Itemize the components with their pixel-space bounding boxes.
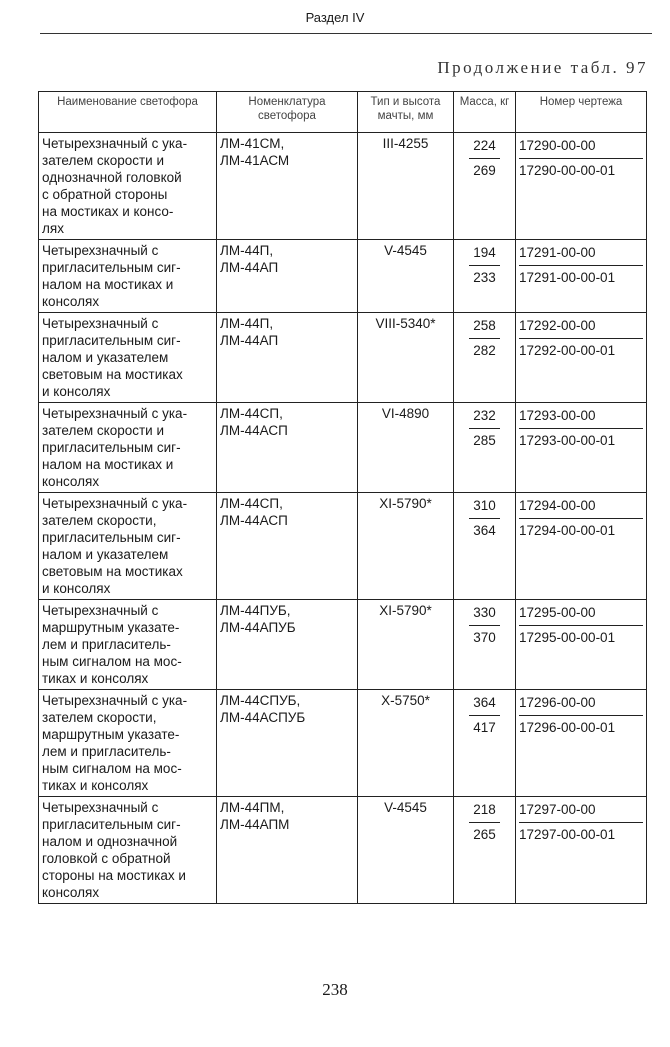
nomenclature-cell: ЛМ-44ПМ, ЛМ-44АПМ [217,797,358,904]
mast-type-cell: V-4545 [358,797,454,904]
mass-value-top: 194 [473,245,496,260]
drawing-number-top: 17296-00-00 [519,695,596,710]
signal-name-cell: Четырехзначный с ука- зателем скорости, маршрутным указате- лем и пригласитель- ным сигналом на мос- тиках и консолях [39,690,217,797]
mass-value-top: 218 [473,802,496,817]
drawing-number-top: 17292-00-00 [519,318,596,333]
mass-value-top: 310 [473,498,496,513]
column-header-mast: Тип и высота мачты, мм [358,92,454,133]
table-body [39,133,647,904]
section-header: Раздел IV [305,10,365,25]
drawing-number-top: 17294-00-00 [519,498,596,513]
table-row [39,403,647,493]
signal-name-cell: Четырехзначный с ука- зателем скорости и пригласительным сиг- налом на мостиках и консолях [39,403,217,493]
drawing-number-cell [516,797,647,904]
table-row [39,133,647,240]
table-row [39,240,647,313]
mass-value-bottom: 364 [469,518,500,539]
drawing-number-cell [516,240,647,313]
drawing-number-top: 17295-00-00 [519,605,596,620]
nomenclature-cell: ЛМ-44СП, ЛМ-44АСП [217,493,358,600]
mass-cell [454,493,516,600]
column-header-name: Наименование светофора [39,92,217,133]
nomenclature-cell: ЛМ-44П, ЛМ-44АП [217,313,358,403]
nomenclature-cell: ЛМ-41СМ, ЛМ-41АСМ [217,133,358,240]
signal-name-cell: Четырехзначный с ука- зателем скорости, пригласительным сиг- налом и указателем световым на мостиках и консолях [39,493,217,600]
mass-cell [454,600,516,690]
drawing-number-bottom: 17296-00-00-01 [519,715,643,736]
table-continuation-caption: Продолжение табл. 97 [437,58,648,77]
mass-cell [454,797,516,904]
drawing-number-cell [516,690,647,797]
signal-name-cell: Четырехзначный с маршрутным указате- лем и пригласитель- ным сигналом на мос- тиках и консолях [39,600,217,690]
mass-cell [454,133,516,240]
drawing-number-bottom: 17295-00-00-01 [519,625,643,646]
mass-value-bottom: 269 [469,158,500,179]
mass-value-bottom: 417 [469,715,500,736]
nomenclature-cell: ЛМ-44СПУБ, ЛМ-44АСПУБ [217,690,358,797]
table-row [39,600,647,690]
nomenclature-cell: ЛМ-44СП, ЛМ-44АСП [217,403,358,493]
mass-value-bottom: 285 [469,428,500,449]
signal-table [38,91,647,904]
mass-value-top: 232 [473,408,496,423]
mass-value-bottom: 370 [469,625,500,646]
table-header-row [39,92,647,133]
drawing-number-top: 17297-00-00 [519,802,596,817]
signal-name-cell: Четырехзначный с пригласительным сиг- налом и указателем световым на мостиках и консолях [39,313,217,403]
drawing-number-cell [516,403,647,493]
mast-type-cell: III-4255 [358,133,454,240]
column-header-nomenclature: Номенклатура светофора [217,92,358,133]
mass-value-bottom: 282 [469,338,500,359]
nomenclature-cell: ЛМ-44П, ЛМ-44АП [217,240,358,313]
drawing-number-bottom: 17293-00-00-01 [519,428,643,449]
mass-value-bottom: 265 [469,822,500,843]
column-header-mass: Масса, кг [454,92,516,133]
drawing-number-cell [516,600,647,690]
column-header-drawing: Номер чертежа [516,92,647,133]
mast-type-cell: V-4545 [358,240,454,313]
drawing-number-bottom: 17291-00-00-01 [519,265,643,286]
page-number: 238 [322,980,348,999]
mass-cell [454,403,516,493]
drawing-number-top: 17293-00-00 [519,408,596,423]
table-row [39,690,647,797]
header-rule [40,33,652,34]
table-row [39,797,647,904]
nomenclature-cell: ЛМ-44ПУБ, ЛМ-44АПУБ [217,600,358,690]
table-row [39,313,647,403]
drawing-number-cell [516,313,647,403]
signal-name-cell: Четырехзначный с пригласительным сиг- налом на мостиках и консолях [39,240,217,313]
mass-cell [454,313,516,403]
mass-cell [454,690,516,797]
mass-cell [454,240,516,313]
mast-type-cell: X-5750* [358,690,454,797]
mast-type-cell: VI-4890 [358,403,454,493]
mast-type-cell: XI-5790* [358,600,454,690]
drawing-number-top: 17291-00-00 [519,245,596,260]
table-row [39,493,647,600]
drawing-number-bottom: 17292-00-00-01 [519,338,643,359]
mast-type-cell: XI-5790* [358,493,454,600]
mass-value-top: 364 [473,695,496,710]
drawing-number-bottom: 17297-00-00-01 [519,822,643,843]
drawing-number-cell [516,133,647,240]
signal-name-cell: Четырехзначный с ука- зателем скорости и однозначной головкой с обратной стороны на мостиках и консо- лях [39,133,217,240]
mast-type-cell: VIII-5340* [358,313,454,403]
drawing-number-bottom: 17290-00-00-01 [519,158,643,179]
mass-value-top: 224 [473,138,496,153]
mass-value-top: 258 [473,318,496,333]
mass-value-bottom: 233 [469,265,500,286]
drawing-number-top: 17290-00-00 [519,138,596,153]
drawing-number-cell [516,493,647,600]
mass-value-top: 330 [473,605,496,620]
signal-name-cell: Четырехзначный с пригласительным сиг- налом и однозначной головкой с обратной стороны на мостиках и консолях [39,797,217,904]
drawing-number-bottom: 17294-00-00-01 [519,518,643,539]
